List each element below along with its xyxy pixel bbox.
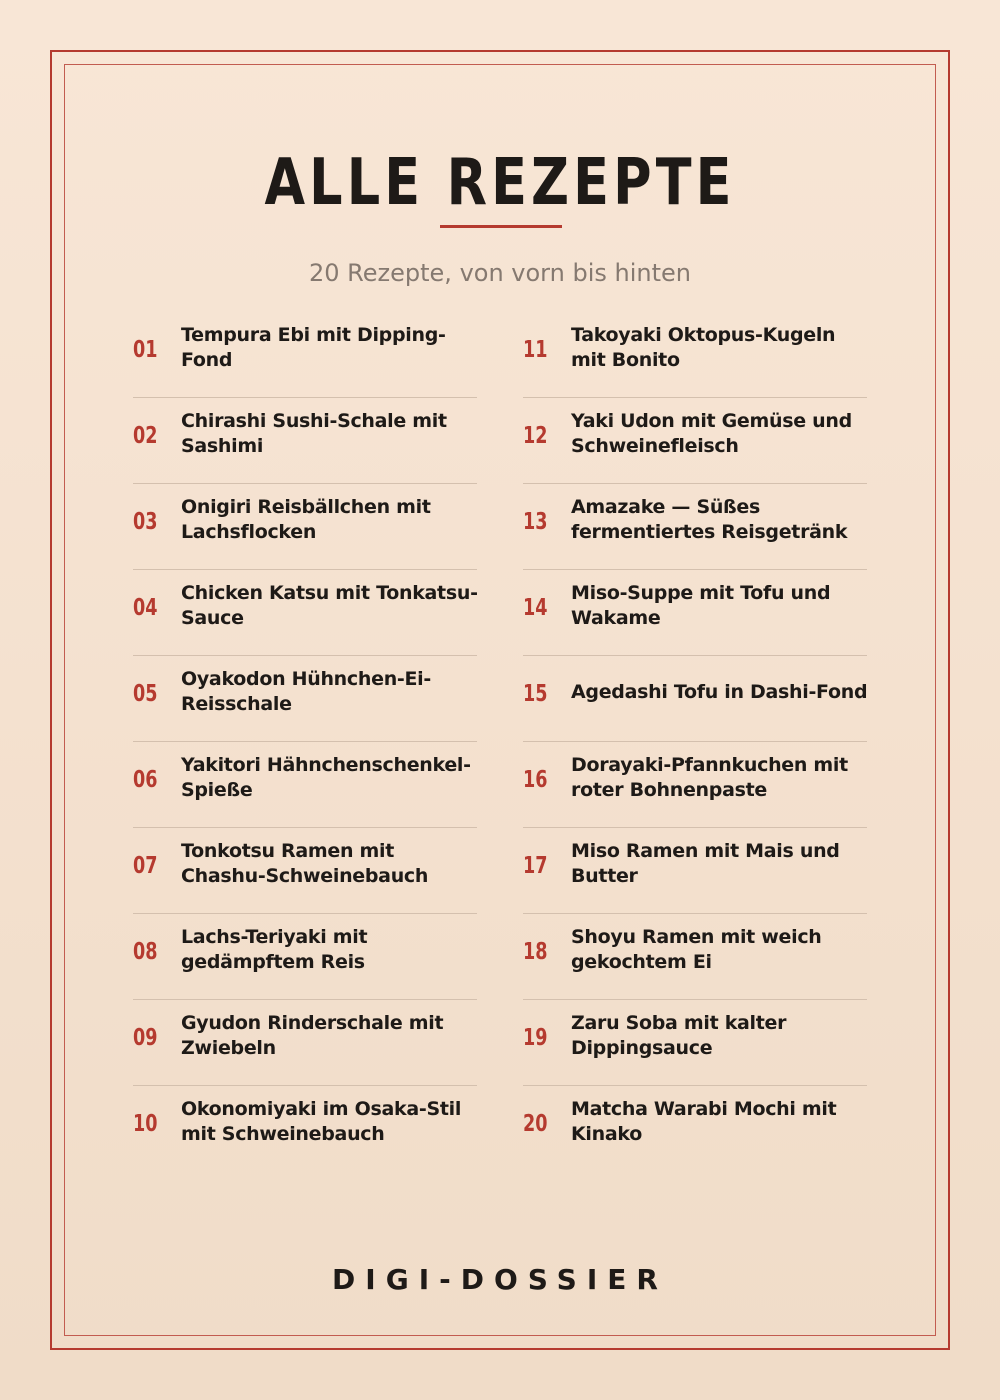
recipe-name: Agedashi Tofu in Dashi-Fond [571, 680, 868, 703]
recipe-name: Amazake — Süßes fermentiertes Reisgetränk [571, 496, 848, 543]
recipe-number: 06 [133, 767, 158, 793]
recipe-name: Onigiri Reisbällchen mit Lachsflocken [181, 496, 431, 543]
recipe-item [133, 398, 477, 484]
recipe-item [523, 656, 867, 742]
recipe-number: 03 [133, 509, 158, 535]
recipe-item [133, 742, 477, 828]
recipe-name: Yakitori Hähnchenschenkel-Spieße [181, 754, 471, 801]
recipe-item [523, 312, 867, 398]
recipe-item [523, 484, 867, 570]
page-title: ALLE REZEPTE [264, 146, 736, 220]
recipe-item [523, 398, 867, 484]
recipe-name: Yaki Udon mit Gemüse und Schweinefleisch [571, 410, 852, 457]
recipe-name: Dorayaki-Pfannkuchen mit roter Bohnenpaste [571, 754, 848, 801]
recipe-number: 20 [523, 1111, 548, 1137]
recipe-number: 12 [523, 423, 548, 449]
recipe-item [133, 914, 477, 1000]
recipe-item [523, 742, 867, 828]
recipe-name: Takoyaki Oktopus-Kugeln mit Bonito [571, 324, 836, 371]
recipe-number: 01 [133, 337, 158, 363]
recipe-item [133, 570, 477, 656]
recipe-item [523, 828, 867, 914]
recipe-number: 15 [523, 681, 548, 707]
page-subtitle: 20 Rezepte, von vorn bis hinten [309, 259, 691, 287]
recipe-number: 14 [523, 595, 548, 621]
recipe-number: 13 [523, 509, 548, 535]
recipe-name: Tempura Ebi mit Dipping-Fond [181, 324, 446, 371]
recipe-number: 10 [133, 1111, 158, 1137]
recipe-number: 05 [133, 681, 158, 707]
recipe-item [133, 828, 477, 914]
recipe-name: Okonomiyaki im Osaka-Stil mit Schweinebauch [181, 1098, 462, 1145]
recipe-number: 09 [133, 1025, 158, 1051]
recipe-name: Oyakodon Hühnchen-Ei-Reisschale [181, 668, 431, 715]
recipe-item [523, 1000, 867, 1086]
recipe-number: 04 [133, 595, 158, 621]
recipe-name: Lachs-Teriyaki mit gedämpftem Reis [181, 926, 368, 973]
recipe-name: Gyudon Rinderschale mit Zwiebeln [181, 1012, 444, 1059]
recipe-name: Miso-Suppe mit Tofu und Wakame [571, 582, 831, 629]
recipe-item [523, 914, 867, 1000]
recipe-number: 18 [523, 939, 548, 965]
recipe-item [133, 312, 477, 398]
recipe-number: 11 [523, 337, 548, 363]
recipe-item [133, 484, 477, 570]
recipe-name: Chirashi Sushi-Schale mit Sashimi [181, 410, 447, 457]
recipe-number: 07 [133, 853, 158, 879]
recipe-name: Matcha Warabi Mochi mit Kinako [571, 1098, 837, 1145]
recipe-number: 16 [523, 767, 548, 793]
recipe-list-right [523, 312, 867, 1172]
recipe-name: Tonkotsu Ramen mit Chashu-Schweinebauch [181, 840, 429, 887]
brand-footer: DIGI-DOSSIER [332, 1263, 668, 1296]
recipe-name: Zaru Soba mit kalter Dippingsauce [571, 1012, 787, 1059]
recipe-list-left [133, 312, 477, 1172]
recipe-item [133, 1000, 477, 1086]
recipe-number: 19 [523, 1025, 548, 1051]
recipe-item [133, 656, 477, 742]
recipe-name: Chicken Katsu mit Tonkatsu-Sauce [181, 582, 478, 629]
recipe-name: Miso Ramen mit Mais und Butter [571, 840, 840, 887]
title-underline [440, 225, 562, 228]
recipe-name: Shoyu Ramen mit weich gekochtem Ei [571, 926, 822, 973]
recipe-item [523, 1086, 867, 1172]
recipe-number: 08 [133, 939, 158, 965]
recipe-number: 17 [523, 853, 548, 879]
recipe-item [133, 1086, 477, 1172]
recipe-item [523, 570, 867, 656]
recipe-number: 02 [133, 423, 158, 449]
